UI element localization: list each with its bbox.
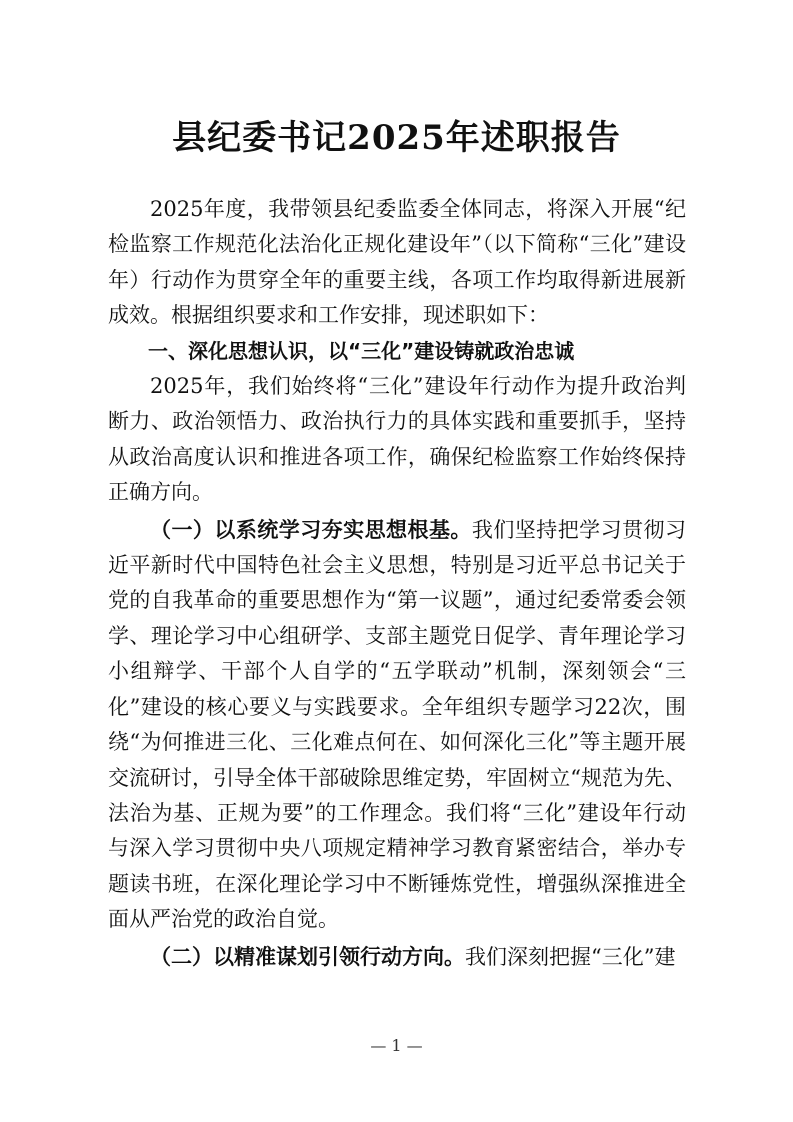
section-1-item-2-text: 我们深刻把握“三化”建 (465, 944, 676, 969)
section-1-item-1-paragraph (108, 513, 686, 938)
section-1-item-1-text: 我们坚持把学习贯彻习近平新时代中国特色社会主义思想，特别是习近平总书记关于党的自我革命的重要思想作为“第一议题”，通过纪委常委会领学、理论学习中心组研学、支部主题党日促学、青年理论学习小组辩学、干部个人自学的“五学联动”机制，深刻领会“三化”建设的核心要义与实践要求。全年组织专题学习22次，围绕“为何推进三化、三化难点何在、如何深化三化”等主题开展交流研讨，引导全体干部破除思维定势，牢固树立“规范为先、法治为基、正规为要”的工作理念。我们将“三化”建设年行动与深入学习贯彻中央八项规定精神学习教育紧密结合，举办专题读书班，在深化理论学习中不断锤炼党性，增强纵深推进全面从严治党的政治自觉。 (108, 517, 686, 932)
intro-paragraph: 2025年度，我带领县纪委监委全体同志，将深入开展“纪检监察工作规范化法治化正规化建设年”（以下简称“三化”建设年）行动作为贯穿全年的重要主线，各项工作均取得新进展新成效。根据组织要求和工作安排，现述职如下： (108, 197, 686, 328)
section-1-item-2-paragraph (108, 940, 686, 975)
section-1-intro-paragraph: 2025年，我们始终将“三化”建设年行动作为提升政治判断力、政治领悟力、政治执行力的具体实践和重要抓手，坚持从政治高度认识和推进各项工作，确保纪检监察工作始终保持正确方向。 (108, 374, 686, 505)
section-1-item-2-label: （二）以精准谋划引领行动方向。 (150, 944, 465, 969)
document-body (108, 192, 686, 975)
section-1-item-1-label: （一）以系统学习夯实思想根基。 (150, 517, 472, 542)
section-1-heading: 一、深化思想认识，以“三化”建设铸就政治忠诚 (148, 338, 575, 363)
page-number: — 1 — (370, 1036, 423, 1055)
document-title: 县纪委书记2025年述职报告 (172, 118, 621, 158)
